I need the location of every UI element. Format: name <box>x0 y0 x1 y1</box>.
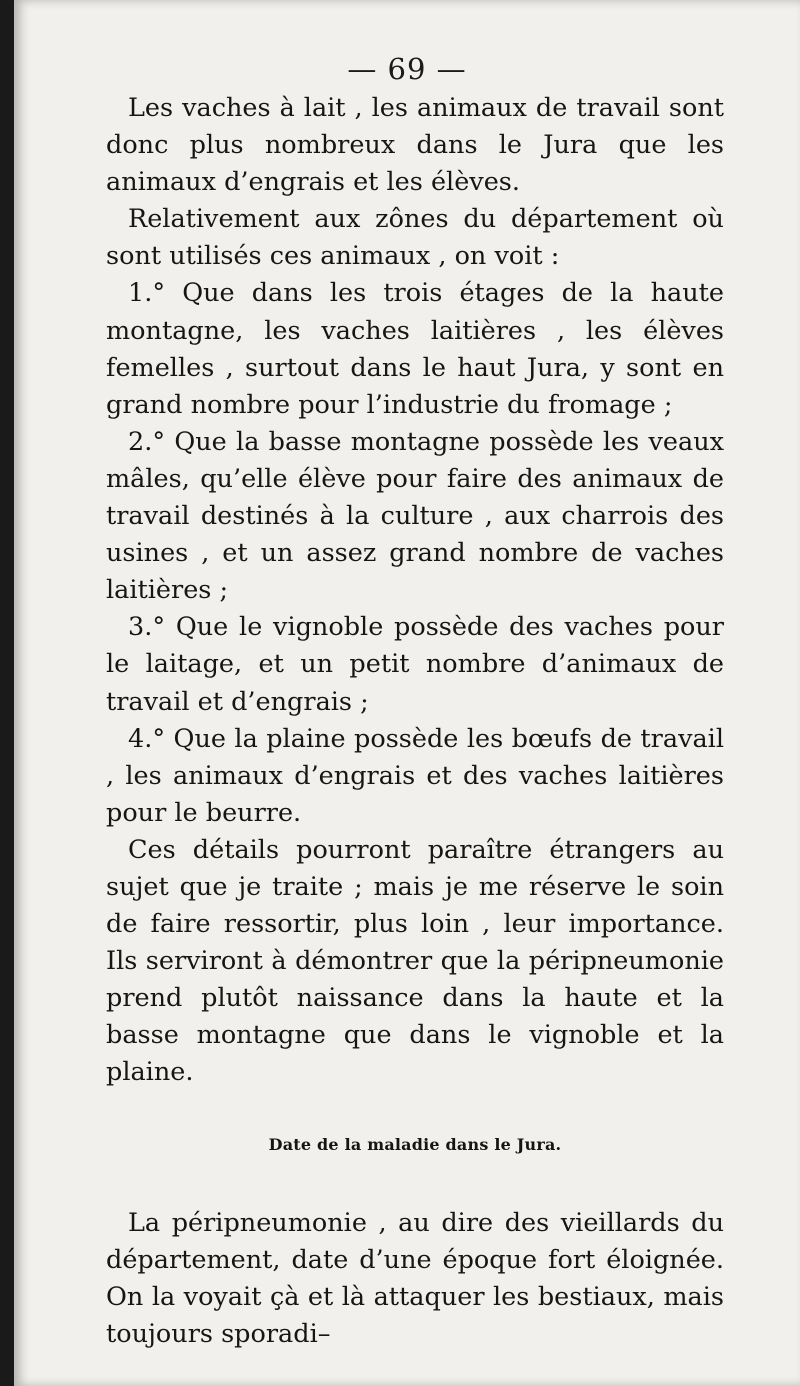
page-number: — 69 — <box>347 52 467 86</box>
paragraph-4: 2.° Que la basse montagne possède les veaux mâles, qu’elle élève pour faire des animaux de travail destinés à la culture , aux charrois des usines , et un assez grand nombre de vaches laitières ; <box>106 426 724 606</box>
paragraph-7: Ces détails pourront paraître étrangers au sujet que je traite ; mais je me réserve le soin de faire ressortir, plus loin , leur importance. Ils serviront à démontrer que la péripneumonie prend plutôt naissance dans la haute et la basse montagne que dans le vignoble et la plaine. <box>106 834 724 1088</box>
paragraph-5: 3.° Que le vignoble possède des vaches pour le laitage, et un petit nombre d’animaux de travail et d’engrais ; <box>106 612 724 717</box>
section-heading: Date de la maladie dans le Jura. <box>268 1134 562 1154</box>
paragraph-6: 4.° Que la plaine possède les bœufs de travail , les animaux d’engrais et des vaches laitières pour le beurre. <box>106 723 724 828</box>
paragraph-2: Relativement aux zônes du département où sont utilisés ces animaux , on voit : <box>106 204 724 272</box>
paragraph-8: La péripneumonie , au dire des vieillards du département, date d’une époque fort éloignée. On la voyait çà et là attaquer les bestiaux, mais toujours sporadi– <box>106 1207 724 1349</box>
paragraph-1: Les vaches à lait , les animaux de travail sont donc plus nombreux dans le Jura que les animaux d’engrais et les élèves. <box>106 93 724 198</box>
book-page <box>14 0 800 1386</box>
page-body <box>106 90 724 1353</box>
paragraph-3: 1.° Que dans les trois étages de la haute montagne, les vaches laitières , les élèves femelles , surtout dans le haut Jura, y sont en grand nombre pour l’industrie du fromage ; <box>106 278 724 420</box>
